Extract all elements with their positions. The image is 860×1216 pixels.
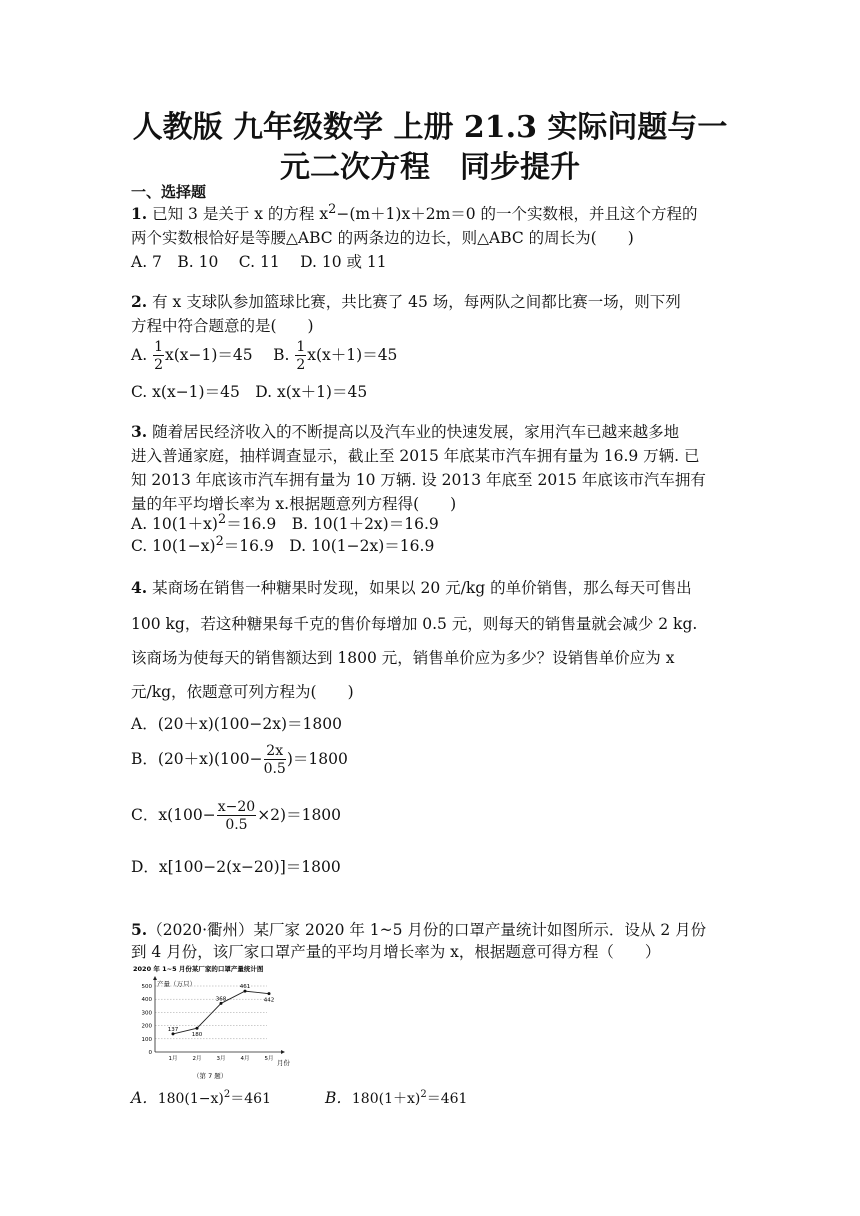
- q3-option-cd-rest: ＝16.9 D. 10(1−2x)＝16.9: [223, 537, 435, 556]
- q5-option-a-label: A．: [131, 1089, 158, 1107]
- q2-options-cd: C. x(x−1)＝45 D. x(x＋1)＝45: [131, 383, 368, 401]
- q1-options: A. 7 B. 10 C. 11 D. 10 或 11: [131, 253, 387, 271]
- q4-option-c-post: ×2)＝1800: [257, 806, 342, 824]
- chart-y-tick-label: 0: [148, 1050, 152, 1056]
- q3-exponent-a: 2: [217, 512, 227, 527]
- chart-data-point: [268, 992, 271, 995]
- q1-text-a: 已知 3 是关于 x 的方程 x: [147, 205, 329, 224]
- section-heading: 一、选择题: [131, 183, 207, 201]
- q4-option-b-fraction: [264, 744, 286, 776]
- q2-option-a-text: x(x−1)＝45: [164, 346, 269, 364]
- q5-number: 5.: [131, 920, 148, 939]
- chart-y-ticks: [142, 984, 153, 1056]
- chart-y-tick-label: 500: [141, 984, 152, 990]
- chart-x-axis-label: 月份: [277, 1059, 290, 1067]
- q3-line3: 知 2013 年底该市汽车拥有量为 10 万辆. 设 2013 年底至 2015 年底该市汽车拥有: [131, 471, 706, 489]
- q3-option-ab-rest: ＝16.9 B. 10(1＋2x)＝16.9: [226, 515, 439, 534]
- q2-options-ab: [131, 340, 397, 372]
- q2-line1: [131, 290, 681, 312]
- q2-option-b-text: x(x＋1)＝45: [307, 346, 398, 364]
- q5-line1: [131, 918, 706, 940]
- page-title-line1: 人教版 九年级数学 上册 21.3 实际问题与一: [132, 110, 728, 145]
- fraction-denominator: 0.5: [225, 817, 248, 833]
- chart-x-ticks: [169, 1054, 274, 1062]
- chart-data-label: 368: [215, 996, 227, 1003]
- q4-line3: 该商场为使每天的销售额达到 1800 元，销售单价应为多少？设销售单价应为 x: [131, 649, 675, 667]
- chart-x-tick-label: 3月: [216, 1056, 226, 1062]
- chart-title: 2020 年 1~5 月份某厂家的口罩产量统计图: [133, 965, 264, 973]
- chart-y-tick-label: 200: [141, 1023, 152, 1030]
- q3-options-cd: [131, 534, 434, 556]
- chart-x-tick-label: 2月: [192, 1056, 202, 1062]
- fraction-numerator: 1: [296, 339, 306, 355]
- fraction-numerator: x−20: [217, 799, 256, 815]
- q3-line2: 进入普通家庭，抽样调查显示，截止至 2015 年底某市汽车拥有量为 16.9 万辆. 已: [131, 447, 700, 465]
- chart-y-tick-label: 400: [141, 997, 152, 1004]
- q4-option-c-fraction: [217, 800, 256, 832]
- q4-text: 某商场在销售一种糖果时发现，如果以 20 元/kg 的单价销售，那么每天可售出: [147, 579, 692, 597]
- q5-option-a-pre: 180(1−x): [157, 1091, 224, 1107]
- chart-data-label: 137: [167, 1026, 179, 1033]
- chart-y-tick-label: 300: [141, 1010, 152, 1017]
- q1-line2: 两个实数根恰好是等腰△ABC 的两条边的边长，则△ABC 的周长为( ): [131, 229, 634, 247]
- q4-option-c-pre: C．x(100−: [131, 806, 216, 824]
- q3-option-a-text: A. 10(1＋x): [131, 515, 218, 534]
- q4-option-a: A．(20＋x)(100−2x)＝1800: [131, 715, 342, 733]
- chart-data-point: [196, 1027, 199, 1030]
- chart-series: [168, 984, 275, 1038]
- chart-x-tick-label: 5月: [264, 1056, 274, 1062]
- q4-option-c: [131, 800, 341, 832]
- q5-option-b-post: ＝461: [426, 1091, 468, 1107]
- production-line-chart: [131, 962, 303, 1080]
- q5-option-b-label: B．: [325, 1089, 352, 1107]
- q1-text-b: −(m＋1)x＋2m＝0 的一个实数根，并且这个方程的: [336, 205, 698, 224]
- chart-data-label: 180: [191, 1032, 203, 1039]
- q4-line4: 元/kg，依题意可列方程为( ): [131, 683, 354, 701]
- chart-y-axis-arrow: [153, 976, 157, 980]
- q3-line1: [131, 420, 679, 442]
- q3-option-c-text: C. 10(1−x): [131, 537, 216, 556]
- chart-y-tick-label: 100: [141, 1036, 152, 1043]
- chart-x-tick-label: 1月: [168, 1056, 178, 1062]
- fraction-numerator: 1: [154, 339, 163, 355]
- q1-number: 1.: [131, 204, 148, 224]
- q5-option-a-post: ＝461: [230, 1091, 271, 1107]
- chart-caption: （第 7 题）: [193, 1072, 228, 1080]
- q4-option-d: D．x[100−2(x−20)]＝1800: [131, 858, 341, 876]
- q3-line4: 量的年平均增长率为 x.根据题意列方程得( ): [131, 495, 457, 513]
- q1-line1: [131, 202, 698, 224]
- fraction-denominator: 2: [296, 357, 306, 373]
- q5-option-b-exponent: 2: [420, 1088, 427, 1100]
- q5-option-a-exponent: 2: [223, 1088, 231, 1100]
- q3-options-ab: [131, 512, 439, 534]
- q2-option-a-label: A.: [131, 346, 153, 364]
- q3-text: 随着居民经济收入的不断提高以及汽车业的快速发展，家用汽车已越来越多地: [147, 423, 680, 441]
- q4-option-b-post: )＝1800: [286, 750, 348, 768]
- q5-options: [131, 1086, 467, 1108]
- q2-text: 有 x 支球队参加篮球比赛，共比赛了 45 场，每两队之间都比赛一场，则下列: [147, 293, 681, 311]
- chart-y-axis-label: 产量（万只）: [157, 980, 196, 988]
- page-title-line2: 元二次方程 同步提升: [280, 150, 580, 185]
- q5-option-b-pre: 180(1＋x): [351, 1091, 421, 1107]
- q4-option-b: [131, 744, 348, 776]
- q4-option-b-pre: B．(20＋x)(100−: [131, 750, 263, 768]
- chart-x-axis-arrow: [281, 1050, 285, 1054]
- q4-number: 4.: [131, 578, 148, 597]
- q2-option-b-fraction: [295, 340, 306, 372]
- q3-number: 3.: [131, 422, 148, 441]
- chart-data-label: 461: [239, 984, 251, 991]
- q1-exponent: 2: [328, 202, 337, 217]
- q5-line2: 到 4 月份，该厂家口罩产量的平均月增长率为 x，根据题意可得方程（ ）: [131, 943, 661, 961]
- q2-line2: 方程中符合题意的是( ): [131, 317, 314, 335]
- fraction-denominator: 0.5: [263, 761, 286, 777]
- fraction-denominator: 2: [154, 357, 163, 373]
- q2-option-a-fraction: [153, 340, 164, 372]
- q5-text: （2020·衢州）某厂家 2020 年 1~5 月份的口罩产量统计如图所示．设从 2 月份: [147, 921, 707, 939]
- q3-exponent-c: 2: [215, 534, 224, 549]
- q2-number: 2.: [131, 292, 148, 311]
- q4-line1: [131, 576, 692, 598]
- fraction-numerator: 2x: [264, 744, 286, 760]
- chart-data-label: 442: [263, 997, 275, 1004]
- chart-x-tick-label: 4月: [240, 1056, 250, 1062]
- q2-option-b-label: B.: [273, 346, 295, 364]
- q4-line2: 100 kg，若这种糖果每千克的售价每增加 0.5 元，则每天的销售量就会减少 2 kg.: [131, 615, 698, 633]
